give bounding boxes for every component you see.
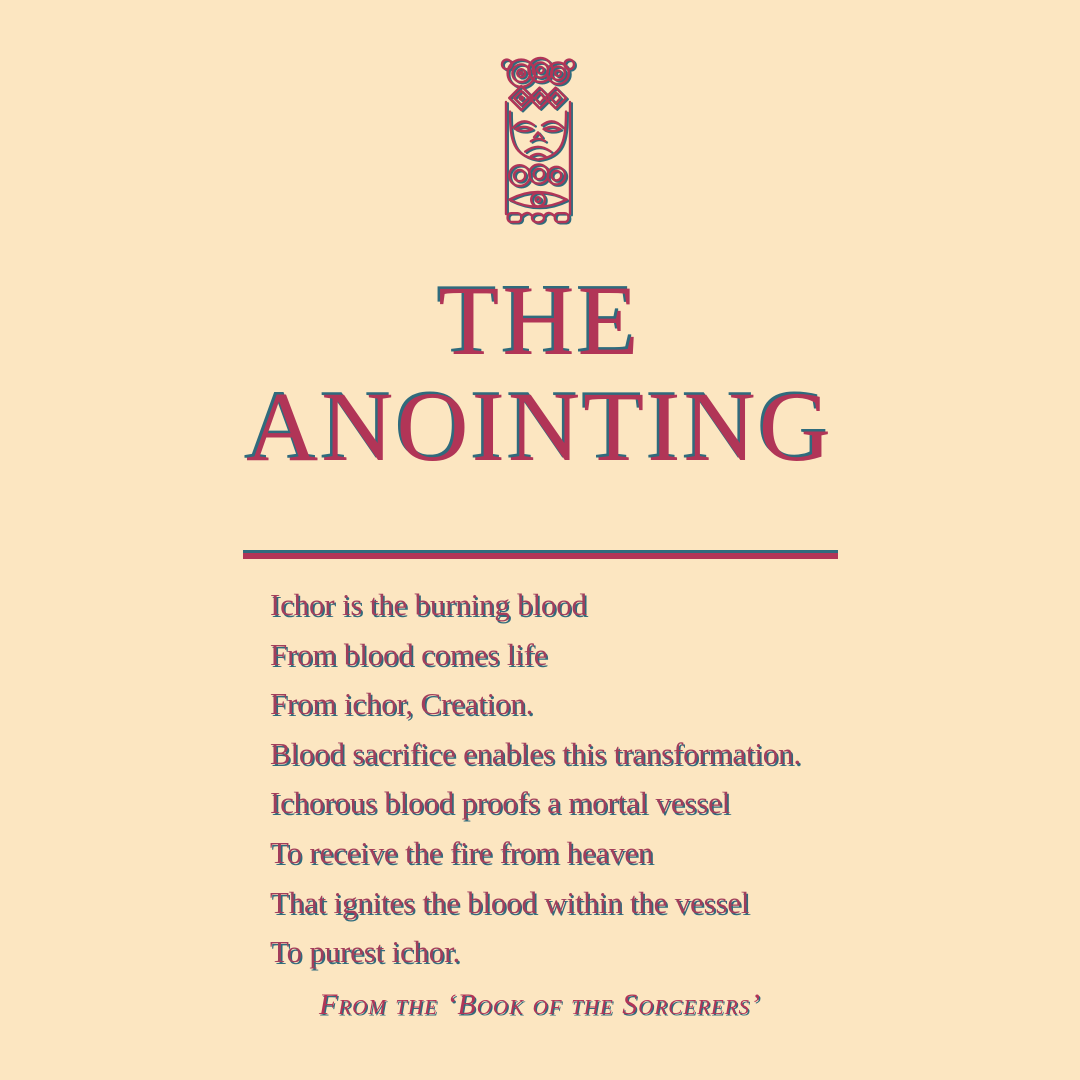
poem-line: Blood sacrifice enables this transformation. bbox=[270, 735, 801, 771]
poem-line: Ichor is the burning blood bbox=[270, 587, 587, 622]
poem-line: From ichor, Creation. bbox=[270, 686, 534, 722]
poem-line: To purest ichor. bbox=[270, 934, 461, 970]
sorcerer-totem-emblem bbox=[498, 50, 578, 234]
horizontal-rule bbox=[243, 553, 838, 559]
page-title-line-1: THE bbox=[438, 265, 642, 376]
page-title-line-2: ANOINTING bbox=[246, 371, 834, 482]
attribution-text: From the ‘Book of the Sorcerers’ bbox=[318, 988, 762, 1021]
totem-face-icon bbox=[498, 50, 578, 234]
poem-line: Ichorous blood proofs a mortal vessel bbox=[270, 785, 731, 821]
poem-line: To receive the fire from heaven bbox=[270, 834, 654, 870]
poem-body bbox=[270, 580, 910, 977]
page-title bbox=[0, 265, 1080, 482]
poem-line: From blood comes life bbox=[270, 636, 548, 672]
poem-line: That ignites the blood within the vessel bbox=[270, 884, 750, 920]
